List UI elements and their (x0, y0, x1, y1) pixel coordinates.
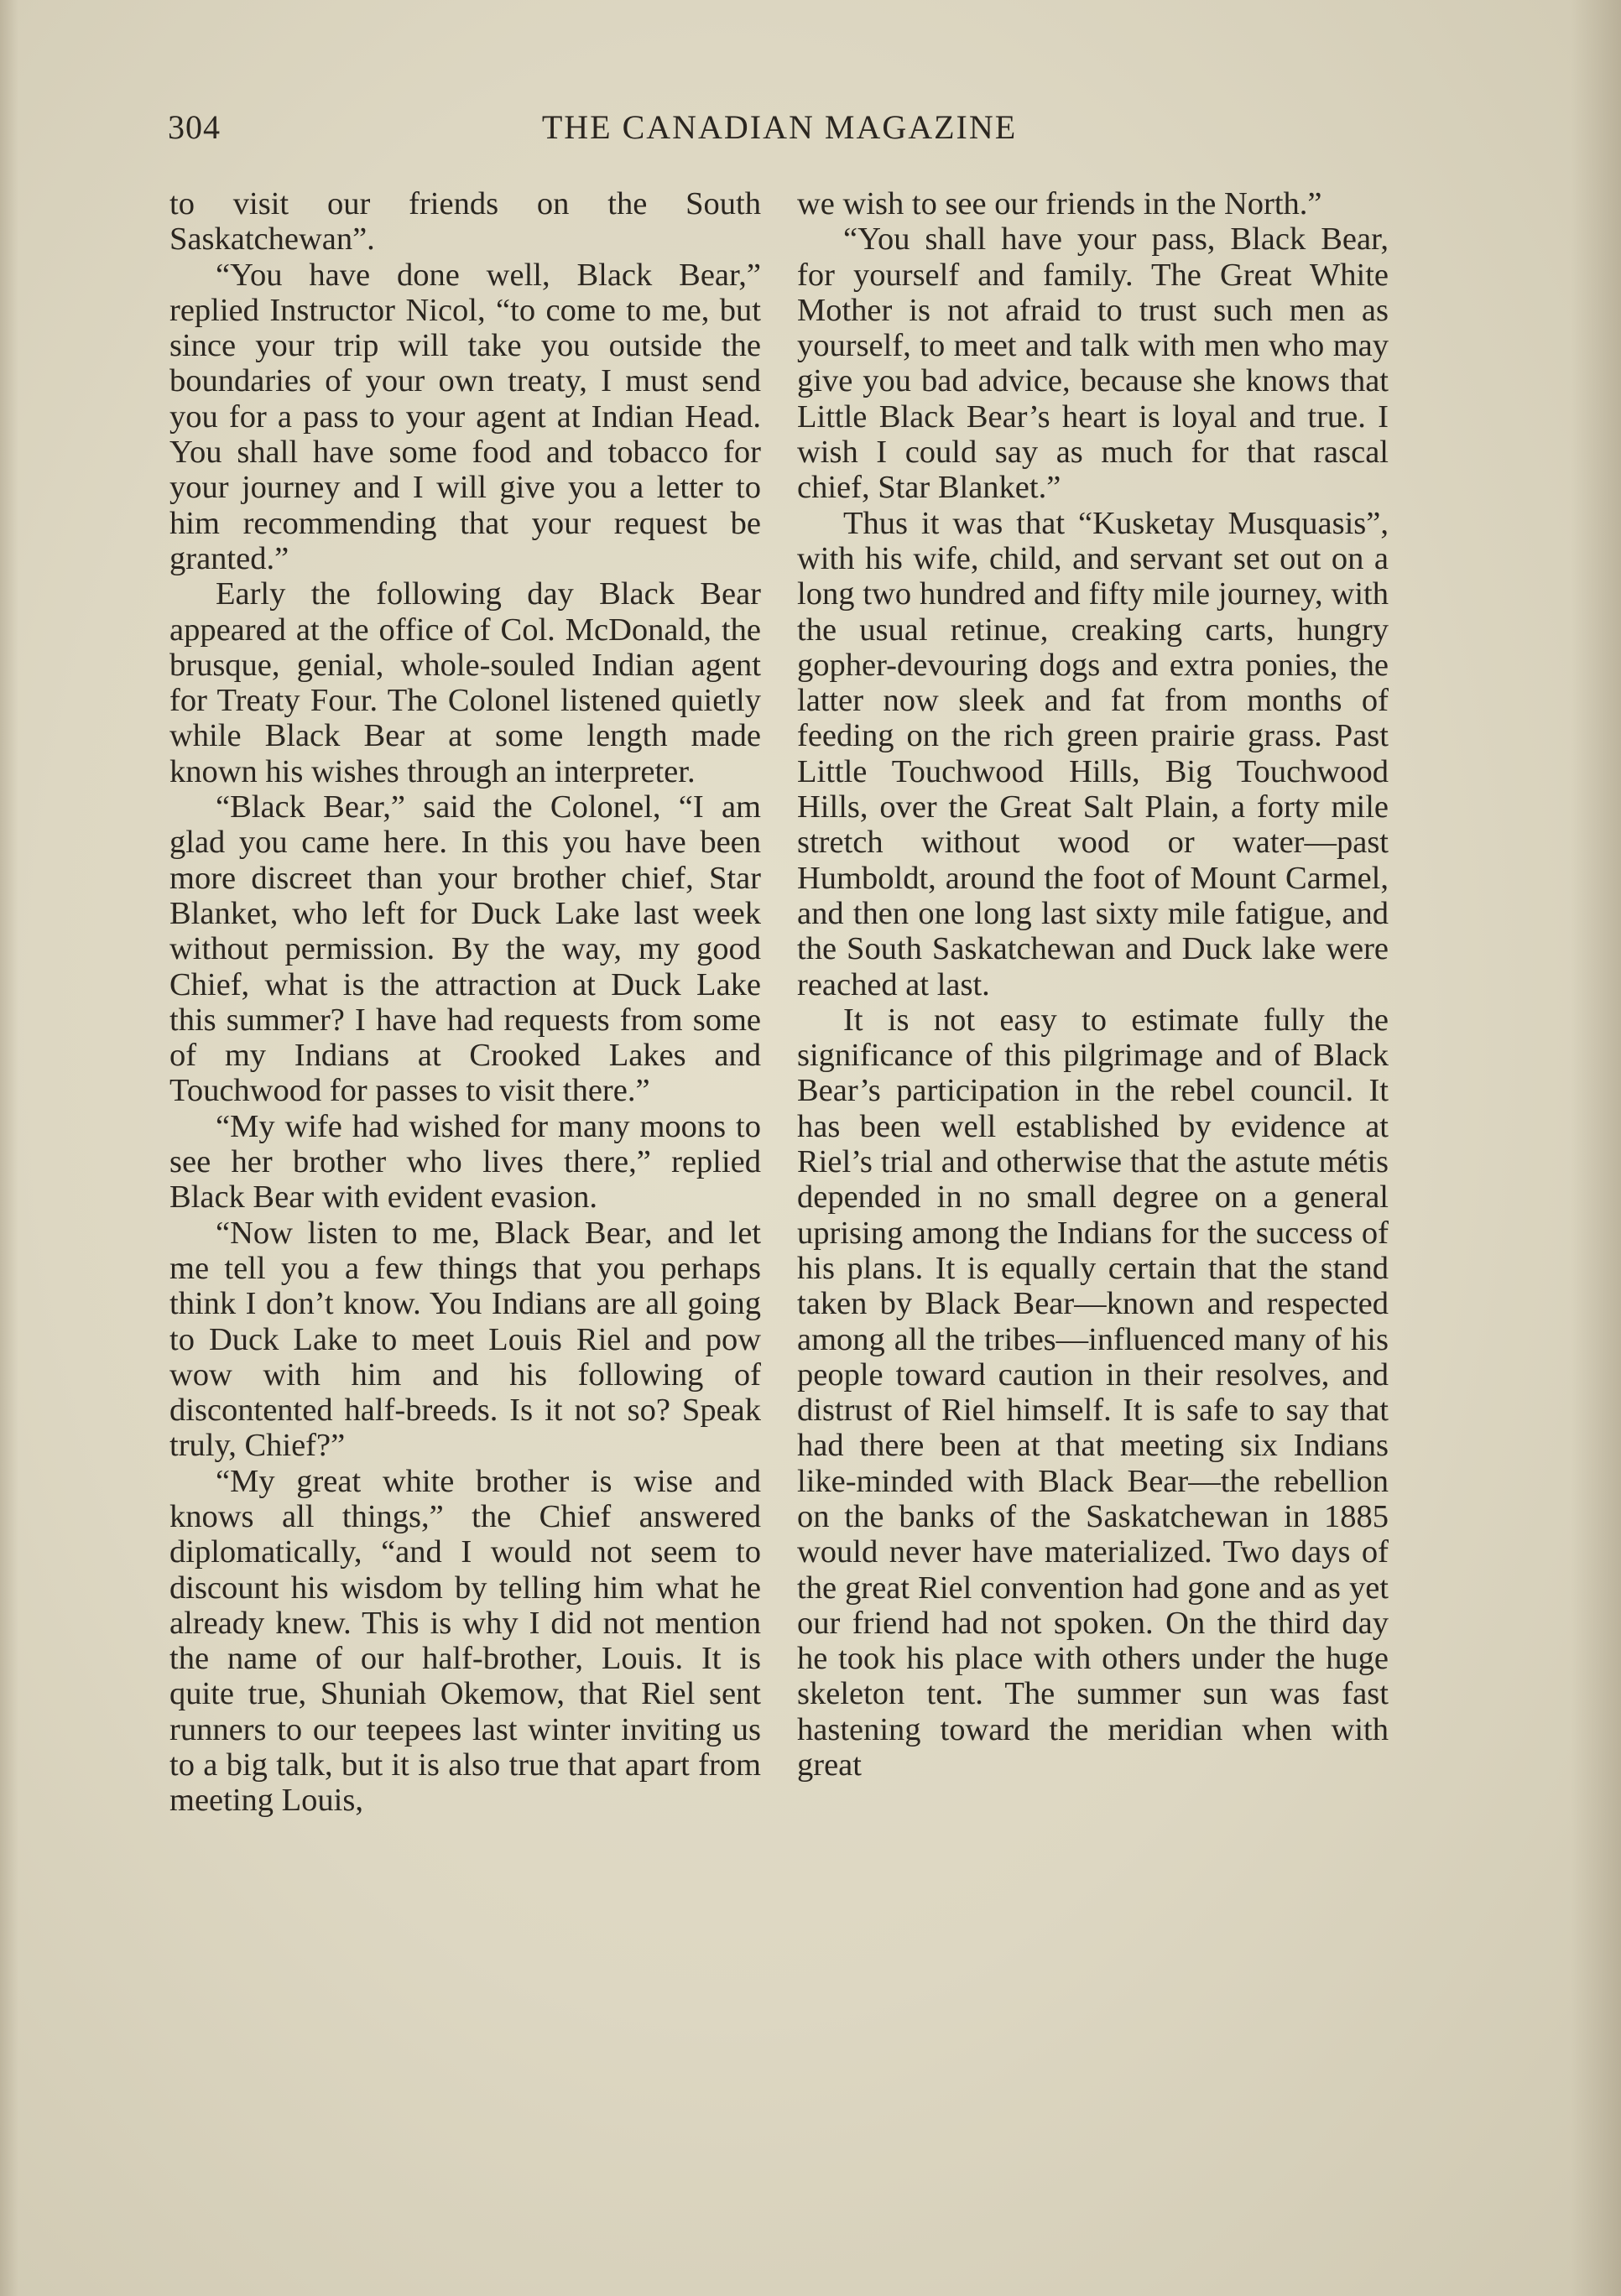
left-column (169, 186, 761, 1819)
paragraph: “You have done well, Black Bear,” replied Instructor Nicol, “to come to me, but since your trip will take you outside the boundaries of your own treaty, I must send you for a pass to your agent at Indian Head. You shall have some food and tobacco for your journey and I will give you a letter to him recommending that your request be granted.” (169, 257, 761, 576)
paragraph: “You shall have your pass, Black Bear, for yourself and family. The Great White Mother is not afraid to trust such men as yourself, to meet and talk with men who may give you bad advice, because she knows that Little Black Bear’s heart is loyal and true. I wish I could say as much for that rascal chief, Star Blanket.” (797, 221, 1389, 506)
paragraph: Early the following day Black Bear appeared at the office of Col. McDonald, the brusque, genial, whole-souled Indian agent for Treaty Four. The Colonel listened quietly while Black Bear at some length made known his wishes through an interpreter. (169, 576, 761, 789)
paragraph: “Now listen to me, Black Bear, and let me tell you a few things that you perhaps think I don’t know. You Indians are all going to Duck Lake to meet Louis Riel and pow wow with him and his following of discontented half-breeds. Is it not so? Speak truly, Chief?” (169, 1215, 761, 1464)
page-number: 304 (168, 108, 221, 146)
running-head (168, 107, 1391, 154)
paragraph: It is not easy to estimate fully the significance of this pilgrimage and of Black Bear’s participation in the rebel council. It has been well established by evidence at Riel’s trial and otherwise that the astute métis depended in no small degree on a general uprising among the Indians for the success of his plans. It is equally certain that the stand taken by Black Bear—known and respected among all the tribes—influenced many of his people toward caution in their resolves, and distrust of Riel himself. It is safe to say that had there been at that meeting six Indians like-minded with Black Bear—the rebellion on the banks of the Saskatchewan in 1885 would never have materialized. Two days of the great Riel convention had gone and as yet our friend had not spoken. On the third day he took his place with others under the huge skeleton tent. The summer sun was fast hastening toward the meridian when with great (797, 1002, 1389, 1783)
paragraph: to visit our friends on the South Saskatchewan”. (169, 186, 761, 258)
paragraph: “My wife had wished for many moons to see her brother who lives there,” replied Black Bear with evident evasion. (169, 1108, 761, 1216)
paragraph: “My great white brother is wise and knows all things,” the Chief answered diplomatically, “and I would not seem to discount his wisdom by telling him what he already knew. This is why I did not mention the name of our half-brother, Louis. It is quite true, Shuniah Okemow, that Riel sent runners to our teepees last winter inviting us to a big talk, but it is also true that apart from meeting Louis, (169, 1463, 761, 1819)
magazine-title: THE CANADIAN MAGAZINE (541, 108, 1018, 146)
paragraph: Thus it was that “Kusketay Musquasis”, with his wife, child, and servant set out on a long two hundred and fifty mile journey, with the usual retinue, creaking carts, hungry gopher-devouring dogs and extra ponies, the latter now sleek and fat from months of feeding on the rich green prairie grass. Past Little Touchwood Hills, Big Touchwood Hills, over the Great Salt Plain, a forty mile stretch without wood or water—past Humboldt, around the foot of Mount Carmel, and then one long last sixty mile fatigue, and the South Saskatchewan and Duck lake were reached at last. (797, 505, 1389, 1002)
paragraph: “Black Bear,” said the Colonel, “I am glad you came here. In this you have been more discreet than your brother chief, Star Blanket, who left for Duck Lake last week without permission. By the way, my good Chief, what is the attraction at Duck Lake this summer? I have had requests from some of my Indians at Crooked Lakes and Touchwood for passes to visit there.” (169, 789, 761, 1109)
right-column (797, 186, 1389, 1783)
paragraph: we wish to see our friends in the North.” (797, 186, 1322, 221)
